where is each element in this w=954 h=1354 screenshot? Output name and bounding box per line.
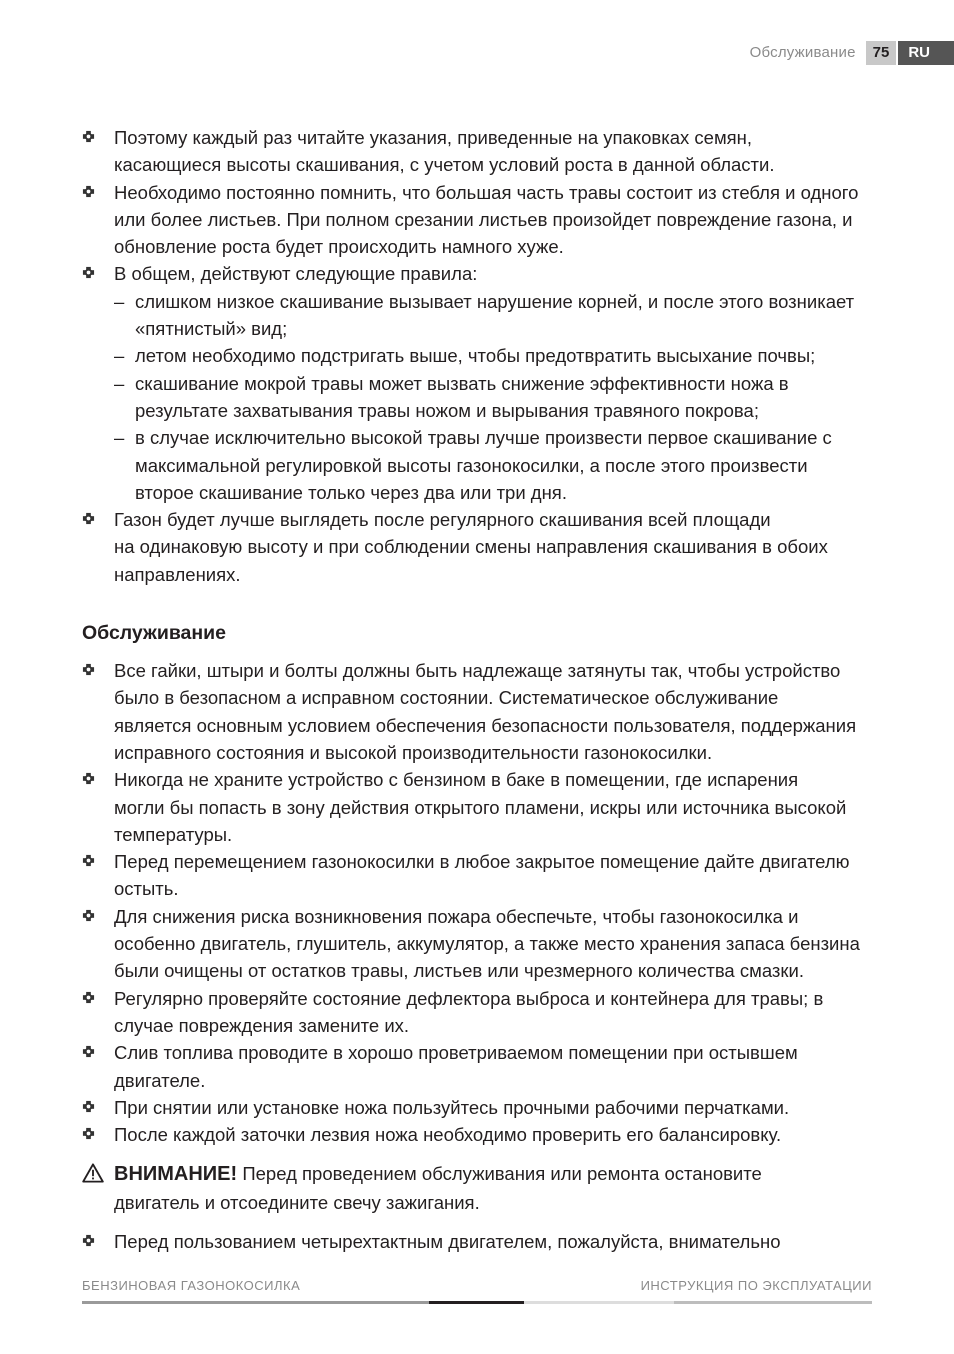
list-item [82,766,882,848]
text-line: После каждой заточки лезвия ножа необходимо проверить его балансировку. [114,1124,782,1146]
intro-list [82,124,882,588]
text-line: температуры. [114,823,233,845]
bullet-icon [82,854,95,867]
text-line: При снятии или установке ножа пользуйтесь прочными рабочими перчатками. [114,1096,790,1118]
list-item [82,260,882,506]
bullet-icon [82,266,95,279]
text-line: в случае исключительно высокой травы лучше произвести первое скашивание с [135,427,832,449]
text-line: «пятнистый» вид; [135,318,288,340]
list-item [82,1121,882,1148]
page-content [82,124,882,1255]
footer-divider-segment [82,1301,429,1304]
text-line: могли бы попасть в зону действия открытого пламени, искры или источника высокой [114,796,847,818]
text-line: Перед пользованием четырехтактным двигателем, пожалуйста, внимательно [114,1230,781,1252]
warning-triangle-icon [82,1163,104,1183]
list-item [82,1228,882,1255]
text-line: Для снижения риска возникновения пожара обеспечьте, чтобы газонокосилка и [114,905,799,927]
bullet-icon [82,663,95,676]
text-line: двигателе. [114,1069,206,1091]
bullet-icon [82,512,95,525]
rules-list [114,288,882,506]
dash-icon: – [114,345,125,367]
text-line: было в безопасном а исправном состоянии. Систематическое обслуживание [114,687,779,709]
text-line: или более листьев. При полном срезании листьев произойдет повреждение газона, и [114,208,853,230]
bullet-icon [82,991,95,1004]
text-line: второе скашивание только через два или три дня. [135,481,567,503]
footer-manual-title: ИНСТРУКЦИЯ ПО ЭКСПЛУАТАЦИИ [640,1278,872,1293]
text-line: В общем, действуют следующие правила: [114,263,478,285]
text-line: двигатель и отсоедините свечу зажигания. [114,1191,480,1213]
bullet-icon [82,1234,95,1247]
text-line: результате захватывания травы ножом и вырывания травяного покрова; [135,399,759,421]
warning-block [82,1160,882,1216]
footer-divider-segment [524,1301,674,1304]
text-line: Перед перемещением газонокосилки в любое закрытое помещение дайте двигателю [114,851,850,873]
list-item [82,1039,882,1094]
rule-item [114,370,882,425]
text-line: остыть. [114,878,179,900]
text-line: на одинаковую высоту и при соблюдении смены направления скашивания в обоих [114,536,828,558]
bullet-icon [82,772,95,785]
text-line: летом необходимо подстригать выше, чтобы предотвратить высыхание почвы; [135,345,816,367]
text-line: были очищены от остатков травы, листьев или чрезмерного количества смазки. [114,960,804,982]
list-item [82,124,882,179]
text-line: особенно двигатель, глушитель, аккумулятор, а также место хранения запаса бензина [114,933,860,955]
page-header [750,41,954,65]
footer-divider-segment [429,1301,524,1304]
list-item [82,985,882,1040]
text-line: Все гайки, штыри и болты должны быть надлежаще затянуты так, чтобы устройство [114,660,841,682]
text-line: направлениях. [114,563,241,585]
bullet-icon [82,909,95,922]
text-line: скашивание мокрой травы может вызвать снижение эффективности ножа в [135,372,789,394]
text-line: Необходимо постоянно помнить, что большая часть травы состоит из стебля и одного [114,181,859,203]
bullet-icon [82,185,95,198]
text-line: слишком низкое скашивание вызывает нарушение корней, и после этого возникает [135,290,855,312]
list-item [82,903,882,985]
text-line: является основным условием обеспечения безопасности пользователя, поддержания [114,714,857,736]
language-badge: RU [898,41,954,65]
list-item [82,506,882,588]
list-item [82,1094,882,1121]
section-heading: Обслуживание [82,622,227,645]
list-item [82,179,882,261]
text-line: максимальной регулировкой высоты газонокосилки, а после этого произвести [135,454,808,476]
text-line: случае повреждения замените их. [114,1014,410,1036]
text-line: Слив топлива проводите в хорошо проветриваемом помещении при остывшем [114,1042,798,1064]
list-item [82,848,882,903]
text-line: Перед проведением обслуживания или ремонта остановите [242,1163,762,1185]
continuation-list [82,1228,882,1255]
text-line: обновление роста будет происходить намного хуже. [114,236,564,258]
text-line: Поэтому каждый раз читайте указания, приведенные на упаковках семян, [114,127,753,148]
rule-item [114,342,882,369]
dash-icon: – [114,290,125,312]
bullet-icon [82,1045,95,1058]
rule-item [114,288,882,343]
dash-icon: – [114,372,125,394]
text-line: касающиеся высоты скашивания, с учетом условий роста в данной области. [114,154,775,176]
maintenance-list [82,657,882,1148]
bullet-icon [82,1127,95,1140]
footer-divider-segment [674,1301,872,1304]
dash-icon: – [114,427,125,449]
text-line: исправного состояния и высокой производительности газонокосилки. [114,741,713,763]
header-section-title: Обслуживание [749,44,856,61]
text-line: Регулярно проверяйте состояние дефлектора выброса и контейнера для травы; в [114,987,824,1009]
list-item [82,657,882,766]
footer-divider [82,1301,872,1304]
footer-product-name: БЕНЗИНОВАЯ ГАЗОНОКОСИЛКА [82,1278,301,1293]
page-number: 75 [866,41,897,65]
rule-item [114,424,882,506]
warning-label: ВНИМАНИЕ! [114,1163,238,1186]
bullet-icon [82,130,95,143]
text-line: Никогда не храните устройство с бензином в баке в помещении, где испарения [114,769,799,791]
text-line: Газон будет лучше выглядеть после регулярного скашивания всей площади [114,509,771,531]
bullet-icon [82,1100,95,1113]
